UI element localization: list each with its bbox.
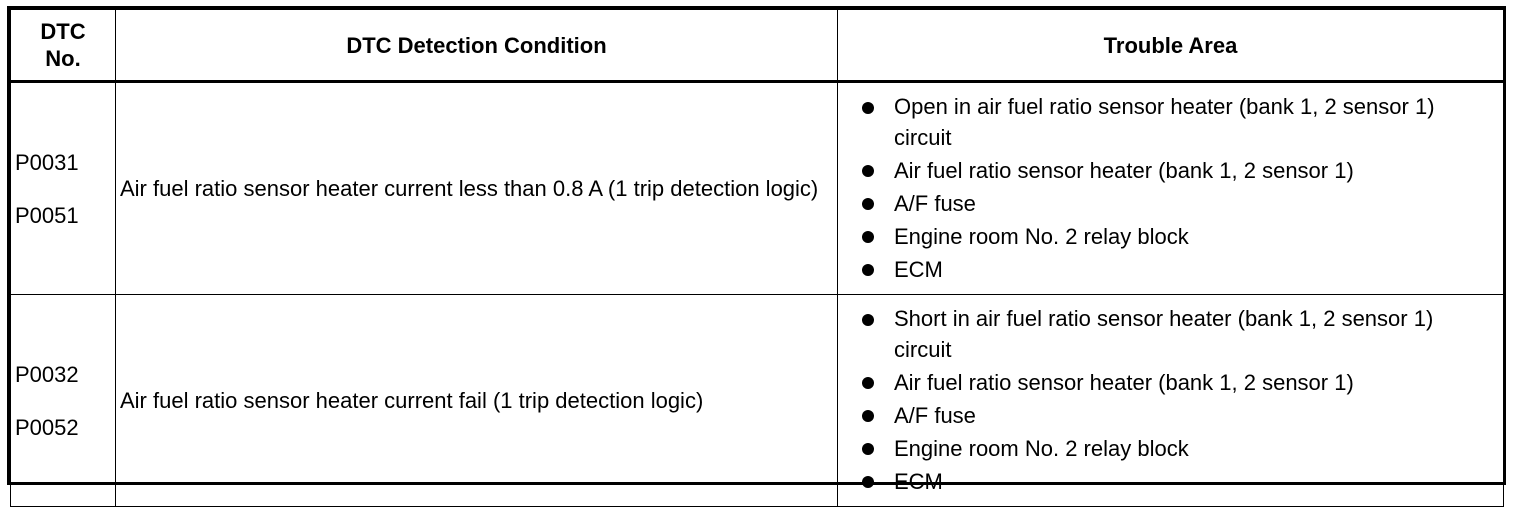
list-item: Engine room No. 2 relay block	[858, 220, 1493, 253]
dtc-codes-cell	[11, 82, 116, 295]
bullet-icon	[862, 198, 874, 210]
table-header-row	[11, 10, 1504, 82]
dtc-table	[10, 9, 1504, 507]
dtc-code: P0031	[15, 149, 79, 175]
bullet-icon	[862, 377, 874, 389]
detection-condition-cell: Air fuel ratio sensor heater current less than 0.8 A (1 trip detection logic)	[116, 82, 838, 295]
bullet-icon	[862, 102, 874, 114]
list-item: Air fuel ratio sensor heater (bank 1, 2 sensor 1)	[858, 366, 1493, 399]
bullet-icon	[862, 443, 874, 455]
bullet-icon	[862, 231, 874, 243]
dtc-code: P0051	[15, 202, 79, 228]
list-item: ECM	[858, 465, 1493, 498]
trouble-area-cell	[838, 82, 1504, 295]
bullet-icon	[862, 314, 874, 326]
list-item: Air fuel ratio sensor heater (bank 1, 2 sensor 1)	[858, 154, 1493, 187]
dtc-code: P0032	[15, 361, 79, 387]
dtc-table-container	[7, 6, 1506, 494]
bullet-icon	[862, 476, 874, 488]
trouble-area-list	[858, 303, 1493, 498]
list-item: ECM	[858, 253, 1493, 286]
header-detection-condition: DTC Detection Condition	[116, 10, 838, 82]
header-dtc-no: DTC No.	[11, 10, 116, 82]
table-row	[11, 82, 1504, 295]
trouble-area-list	[858, 91, 1493, 286]
detection-condition-cell: Air fuel ratio sensor heater current fail (1 trip detection logic)	[116, 295, 838, 507]
list-item: Open in air fuel ratio sensor heater (bank 1, 2 sensor 1) circuit	[858, 91, 1493, 154]
table-row	[11, 295, 1504, 507]
bullet-icon	[862, 264, 874, 276]
dtc-code: P0052	[15, 414, 79, 440]
trouble-area-cell	[838, 295, 1504, 507]
bullet-icon	[862, 165, 874, 177]
header-trouble-area: Trouble Area	[838, 10, 1504, 82]
bullet-icon	[862, 410, 874, 422]
list-item: A/F fuse	[858, 399, 1493, 432]
list-item: A/F fuse	[858, 187, 1493, 220]
dtc-codes-cell	[11, 295, 116, 507]
list-item: Short in air fuel ratio sensor heater (bank 1, 2 sensor 1) circuit	[858, 303, 1493, 366]
list-item: Engine room No. 2 relay block	[858, 432, 1493, 465]
